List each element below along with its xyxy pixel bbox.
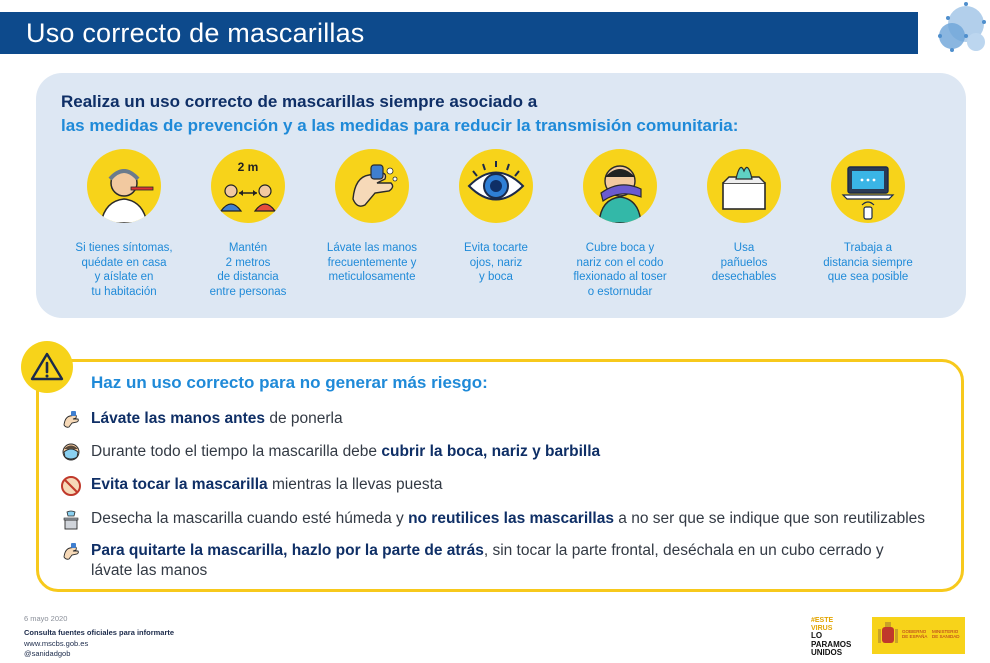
- measure-telework: [806, 149, 930, 285]
- measure-tissues: [682, 149, 806, 285]
- warning-triangle-icon: [21, 341, 73, 393]
- measure-caption: Evita tocarte ojos, nariz y boca: [464, 242, 528, 283]
- measure-stay-home: [62, 149, 186, 299]
- face-mask-icon: [60, 442, 82, 464]
- page-title: Uso correcto de mascarillas: [26, 18, 365, 48]
- cough-into-elbow-icon: [583, 149, 657, 223]
- sick-person-thermometer-icon: [87, 149, 161, 223]
- measure-caption: Trabaja a distancia siempre que sea posible: [823, 242, 913, 283]
- hand-washing-icon: [335, 149, 409, 223]
- measure-cough-elbow: [558, 149, 682, 299]
- warning-badge: [21, 341, 73, 393]
- no-touch-icon: [60, 475, 82, 497]
- rule-cover-face: Durante todo el tiempo la mascarilla debe cubrir la boca, nariz y barbilla: [60, 442, 960, 462]
- publication-date: 6 mayo 2020: [24, 614, 68, 623]
- measure-keep-distance: [186, 149, 310, 299]
- hand-washing-icon: [60, 541, 82, 563]
- dispose-bin-icon: [60, 509, 82, 531]
- tissue-box-icon: [707, 149, 781, 223]
- rule-dispose: Desecha la mascarilla cuando esté húmeda y no reutilices las mascarillas a no ser que se indique que son reutilizables: [60, 509, 960, 529]
- svg-text:2 m: 2 m: [237, 160, 259, 174]
- measure-caption: Usa pañuelos desechables: [711, 242, 777, 283]
- measure-caption: Lávate las manos frecuentemente y meticulosamente: [326, 242, 418, 283]
- title-bar: [0, 12, 918, 54]
- twitter-handle[interactable]: @sanidadgob: [24, 649, 71, 658]
- campaign-logo: #ESTE VIRUS LO PARAMOS UNIDOS: [811, 617, 852, 657]
- measure-wash-hands: [310, 149, 434, 285]
- consult-sources-text: Consulta fuentes oficiales para informarte: [24, 628, 175, 637]
- two-meters-distance-icon: [211, 149, 285, 223]
- coat-of-arms-icon: [875, 617, 901, 654]
- rule-remove-mask: Para quitarte la mascarilla, hazlo por la parte de atrás, sin tocar la parte frontal, deséchala en un cubo cerrado y lávate las manos: [60, 541, 960, 581]
- hand-washing-icon: [60, 409, 82, 431]
- government-logo: GOBIERNO DE ESPAÑA MINISTERIO DE SANIDAD: [872, 617, 965, 654]
- website-link[interactable]: www.mscbs.gob.es: [24, 639, 89, 648]
- measure-avoid-touching-face: [434, 149, 558, 285]
- rule-avoid-touching: Evita tocar la mascarilla mientras la llevas puesta: [60, 475, 960, 495]
- mask-usage-heading: Haz un uso correcto para no generar más riesgo:: [91, 373, 488, 392]
- measure-caption: Si tienes síntomas, quédate en casa y aíslate en tu habitación: [75, 242, 173, 298]
- prevention-heading: Realiza un uso correcto de mascarillas siempre asociado a las medidas de prevención y a las medidas para reducir la transmisión comunitaria:: [61, 92, 739, 135]
- measure-caption: Mantén 2 metros de distancia entre personas: [209, 242, 287, 298]
- measure-caption: Cubre boca y nariz con el codo flexionado al toser o estornudar: [573, 242, 667, 298]
- virus-icon: [932, 0, 990, 58]
- prevention-panel: [36, 73, 966, 318]
- laptop-telework-icon: [831, 149, 905, 223]
- rule-wash-before: Lávate las manos antes de ponerla: [60, 409, 960, 429]
- eye-icon: [459, 149, 533, 223]
